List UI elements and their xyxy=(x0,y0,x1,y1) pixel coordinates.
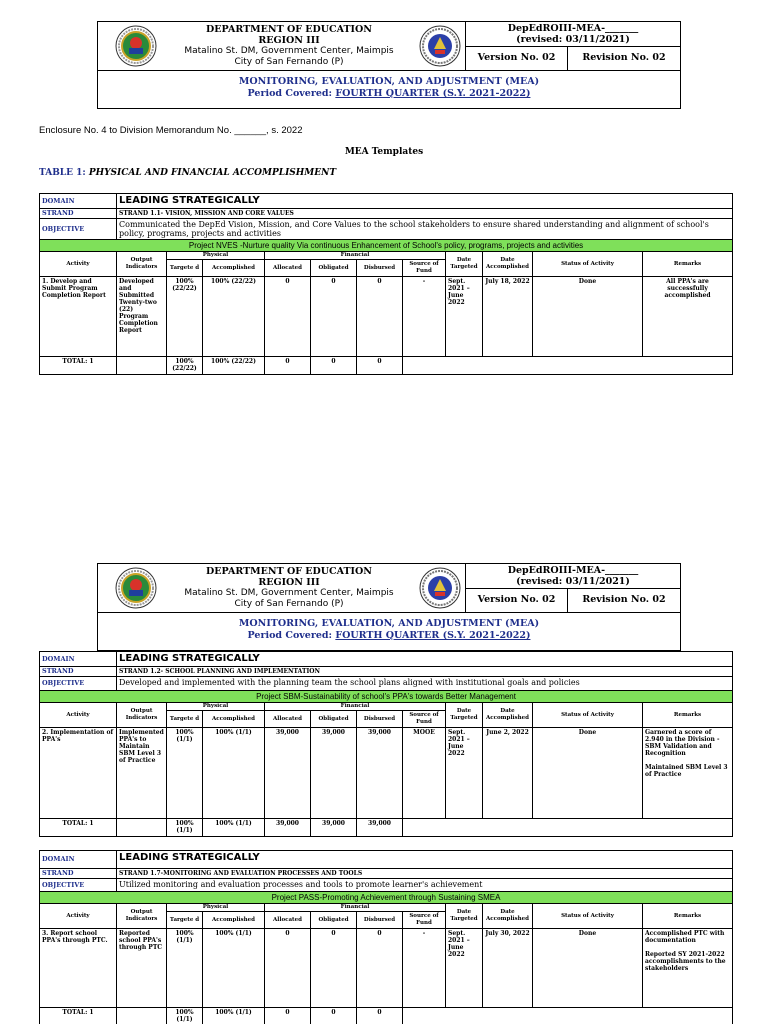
strand-label: STRAND xyxy=(40,869,117,879)
disbursed-cell: 39,000 xyxy=(357,728,403,819)
total-obligated: 0 xyxy=(311,357,357,375)
col-source-of-fund: Source of Fund xyxy=(403,912,446,929)
activity-cell: 3. Report school PPA's through PTC. xyxy=(40,929,117,1008)
col-disbursed: Disbursed xyxy=(357,711,403,728)
period-covered xyxy=(98,630,680,642)
total-label: TOTAL: 1 xyxy=(40,357,117,375)
total-row xyxy=(40,819,733,837)
col-disbursed: Disbursed xyxy=(357,260,403,277)
col-remarks: Remarks xyxy=(643,252,733,277)
accomplishment-table-2 xyxy=(39,651,733,837)
revision-number: Revision No. 02 xyxy=(582,52,666,63)
document-header xyxy=(97,21,681,109)
status-cell: Done xyxy=(533,728,643,819)
disbursed-cell: 0 xyxy=(357,929,403,1008)
table-row xyxy=(40,929,733,1008)
table-subtitle: PHYSICAL AND FINANCIAL ACCOMPLISHMENT xyxy=(88,168,337,178)
mea-title: MONITORING, EVALUATION, AND ADJUSTMENT (MEA) xyxy=(238,618,540,629)
mea-title: MONITORING, EVALUATION, AND ADJUSTMENT (MEA) xyxy=(238,76,540,87)
col-financial: Financial xyxy=(265,703,446,711)
col-source-of-fund: Source of Fund xyxy=(403,260,446,277)
accomplishment-table-1 xyxy=(39,193,733,375)
col-physical: Physical xyxy=(167,904,265,912)
col-financial: Financial xyxy=(265,252,446,260)
document-code xyxy=(466,564,680,589)
total-label: TOTAL: 1 xyxy=(40,1008,117,1024)
total-targeted: 100% (1/1) xyxy=(167,819,203,837)
col-activity: Activity xyxy=(40,252,117,277)
targeted-cell: 100% (1/1) xyxy=(167,929,203,1008)
project-title: Project NVES -Nurture quality Via continuous Enhancement of School's policy, programs, projects and activities xyxy=(40,240,733,252)
col-activity: Activity xyxy=(40,703,117,728)
col-date-targeted: Date Targeted xyxy=(446,904,483,929)
col-output-indicators: Output Indicators xyxy=(117,703,167,728)
obligated-cell: 39,000 xyxy=(311,728,357,819)
col-source-of-fund: Source of Fund xyxy=(403,711,446,728)
total-allocated: 39,000 xyxy=(265,819,311,837)
objective-value: Communicated the DepEd Vision, Mission, and Core Values to the school stakeholders to ensure shared understanding and alignment of school's policy, programs, projects and activities xyxy=(117,219,733,240)
activity-cell: 1. Develop and Submit Program Completion Report xyxy=(40,277,117,357)
department-name: DEPARTMENT OF EDUCATION xyxy=(206,566,372,577)
date-targeted-cell: Sept. 2021 – June 2022 xyxy=(446,277,483,357)
domain-label: DOMAIN xyxy=(40,851,117,869)
status-cell: Done xyxy=(533,929,643,1008)
table-row xyxy=(40,728,733,819)
total-output-cell xyxy=(117,357,167,375)
address-line-2: City of San Fernando (P) xyxy=(234,57,344,67)
deped-region-seal-logo xyxy=(419,25,461,67)
date-targeted-cell: Sept. 2021 – June 2022 xyxy=(446,728,483,819)
domain-value: LEADING STRATEGICALLY xyxy=(117,194,733,209)
col-date-accomplished: Date Accomplished xyxy=(483,904,533,929)
domain-value: LEADING STRATEGICALLY xyxy=(117,652,733,667)
col-date-targeted: Date Targeted xyxy=(446,703,483,728)
total-obligated: 0 xyxy=(311,1008,357,1024)
total-accomplished: 100% (22/22) xyxy=(203,357,265,375)
source-cell: MOOE xyxy=(403,728,446,819)
date-accomplished-cell: June 2, 2022 xyxy=(483,728,533,819)
status-cell: Done xyxy=(533,277,643,357)
total-targeted: 100% (22/22) xyxy=(167,357,203,375)
col-accomplished: Accomplished xyxy=(203,711,265,728)
deped-seal-logo xyxy=(115,567,157,609)
col-obligated: Obligated xyxy=(311,260,357,277)
strand-value: STRAND 1.7-MONITORING AND EVALUATION PROCESSES AND TOOLS xyxy=(117,869,733,879)
total-allocated: 0 xyxy=(265,1008,311,1024)
total-row xyxy=(40,1008,733,1024)
total-empty-cell xyxy=(403,357,733,375)
col-remarks: Remarks xyxy=(643,703,733,728)
col-obligated: Obligated xyxy=(311,711,357,728)
output-cell: Developed and Submitted Twenty-two (22) Program Completion Report xyxy=(117,277,167,357)
total-disbursed: 0 xyxy=(357,357,403,375)
targeted-cell: 100% (22/22) xyxy=(167,277,203,357)
col-status: Status of Activity xyxy=(533,252,643,277)
strand-value: STRAND 1.2- SCHOOL PLANNING AND IMPLEMENTATION xyxy=(117,667,733,677)
table-row xyxy=(40,277,733,357)
total-accomplished: 100% (1/1) xyxy=(203,819,265,837)
deped-region-seal-logo xyxy=(419,567,461,609)
col-targeted: Targete d xyxy=(167,912,203,929)
objective-label: OBJECTIVE xyxy=(40,879,117,892)
doc-code-text: DepEdROIII-MEA-_______ xyxy=(507,23,639,34)
col-obligated: Obligated xyxy=(311,912,357,929)
total-empty-cell xyxy=(403,819,733,837)
region-name: REGION III xyxy=(258,577,320,588)
allocated-cell: 0 xyxy=(265,277,311,357)
header-title xyxy=(158,566,420,610)
activity-cell: 2. Implementation of PPA's xyxy=(40,728,117,819)
version-number: Version No. 02 xyxy=(466,589,568,612)
address-line-1: Matalino St. DM, Government Center, Maimpis xyxy=(184,588,394,598)
domain-label: DOMAIN xyxy=(40,194,117,209)
col-financial: Financial xyxy=(265,904,446,912)
total-row xyxy=(40,357,733,375)
col-date-targeted: Date Targeted xyxy=(446,252,483,277)
obligated-cell: 0 xyxy=(311,277,357,357)
table-title xyxy=(39,168,336,178)
total-obligated: 39,000 xyxy=(311,819,357,837)
output-cell: Reported school PPA's through PTC xyxy=(117,929,167,1008)
revision-number: Revision No. 02 xyxy=(582,594,666,605)
source-cell: - xyxy=(403,277,446,357)
strand-value: STRAND 1.1- VISION, MISSION AND CORE VALUES xyxy=(117,209,733,219)
col-allocated: Allocated xyxy=(265,912,311,929)
objective-value: Utilized monitoring and evaluation processes and tools to promote learner's achievement xyxy=(117,879,733,892)
obligated-cell: 0 xyxy=(311,929,357,1008)
project-title: Project PASS-Promoting Achievement through Sustaining SMEA xyxy=(40,892,733,904)
doc-code-text: DepEdROIII-MEA-_______ xyxy=(507,565,639,576)
total-disbursed: 0 xyxy=(357,1008,403,1024)
period-value: FOURTH QUARTER (S.Y. 2021-2022) xyxy=(335,88,531,99)
address-line-1: Matalino St. DM, Government Center, Maimpis xyxy=(184,46,394,56)
objective-label: OBJECTIVE xyxy=(40,677,117,691)
source-cell: - xyxy=(403,929,446,1008)
allocated-cell: 0 xyxy=(265,929,311,1008)
domain-value: LEADING STRATEGICALLY xyxy=(117,851,733,869)
revised-date: (revised: 03/11/2021) xyxy=(516,34,630,45)
col-accomplished: Accomplished xyxy=(203,912,265,929)
accomplished-cell: 100% (22/22) xyxy=(203,277,265,357)
accomplished-cell: 100% (1/1) xyxy=(203,929,265,1008)
col-date-accomplished: Date Accomplished xyxy=(483,252,533,277)
strand-label: STRAND xyxy=(40,667,117,677)
total-accomplished: 100% (1/1) xyxy=(203,1008,265,1024)
total-allocated: 0 xyxy=(265,357,311,375)
total-output-cell xyxy=(117,819,167,837)
document-code xyxy=(466,22,680,47)
col-physical: Physical xyxy=(167,252,265,260)
header-title xyxy=(158,24,420,68)
domain-label: DOMAIN xyxy=(40,652,117,667)
period-value: FOURTH QUARTER (S.Y. 2021-2022) xyxy=(335,630,531,641)
col-targeted: Targete d xyxy=(167,711,203,728)
col-allocated: Allocated xyxy=(265,260,311,277)
period-label: Period Covered: xyxy=(247,630,336,641)
period-covered xyxy=(98,88,680,100)
output-cell: Implemented PPA's to Maintain SBM Level 3 of Practice xyxy=(117,728,167,819)
date-accomplished-cell: July 18, 2022 xyxy=(483,277,533,357)
region-name: REGION III xyxy=(258,35,320,46)
strand-label: STRAND xyxy=(40,209,117,219)
deped-seal-logo xyxy=(115,25,157,67)
col-disbursed: Disbursed xyxy=(357,912,403,929)
accomplished-cell: 100% (1/1) xyxy=(203,728,265,819)
col-status: Status of Activity xyxy=(533,703,643,728)
remarks-cell: Garnered a score of 2.940 in the Division -SBM Validation and Recognition Maintained SBM Level 3 of Practice xyxy=(643,728,733,819)
date-accomplished-cell: July 30, 2022 xyxy=(483,929,533,1008)
targeted-cell: 100% (1/1) xyxy=(167,728,203,819)
date-targeted-cell: Sept. 2021 – June 2022 xyxy=(446,929,483,1008)
total-targeted: 100% (1/1) xyxy=(167,1008,203,1024)
allocated-cell: 39,000 xyxy=(265,728,311,819)
remarks-cell: All PPA's are successfully accomplished xyxy=(643,277,733,357)
period-label: Period Covered: xyxy=(247,88,336,99)
department-name: DEPARTMENT OF EDUCATION xyxy=(206,24,372,35)
total-empty-cell xyxy=(403,1008,733,1024)
col-remarks: Remarks xyxy=(643,904,733,929)
col-status: Status of Activity xyxy=(533,904,643,929)
enclosure-line: Enclosure No. 4 to Division Memorandum No. ______, s. 2022 xyxy=(39,125,303,136)
total-disbursed: 39,000 xyxy=(357,819,403,837)
table-label: TABLE 1: xyxy=(39,168,86,178)
col-output-indicators: Output Indicators xyxy=(117,252,167,277)
col-activity: Activity xyxy=(40,904,117,929)
mea-title-block xyxy=(98,613,680,650)
total-label: TOTAL: 1 xyxy=(40,819,117,837)
disbursed-cell: 0 xyxy=(357,277,403,357)
col-targeted: Targete d xyxy=(167,260,203,277)
remarks-cell: Accomplished PTC with documentation Reported SY 2021-2022 accomplishments to the stakeholders xyxy=(643,929,733,1008)
objective-label: OBJECTIVE xyxy=(40,219,117,240)
col-date-accomplished: Date Accomplished xyxy=(483,703,533,728)
document-header-2 xyxy=(97,563,681,651)
accomplishment-table-3 xyxy=(39,850,733,1024)
col-physical: Physical xyxy=(167,703,265,711)
templates-title: MEA Templates xyxy=(344,147,424,157)
total-output-cell xyxy=(117,1008,167,1024)
mea-title-block xyxy=(98,71,680,108)
revised-date: (revised: 03/11/2021) xyxy=(516,576,630,587)
address-line-2: City of San Fernando (P) xyxy=(234,599,344,609)
version-number: Version No. 02 xyxy=(466,47,568,70)
col-allocated: Allocated xyxy=(265,711,311,728)
objective-value: Developed and implemented with the planning team the school plans aligned with institutional goals and policies xyxy=(117,677,733,691)
project-title: Project SBM-Sustainability of school's PPA's towards Better Management xyxy=(40,691,733,703)
col-output-indicators: Output Indicators xyxy=(117,904,167,929)
col-accomplished: Accomplished xyxy=(203,260,265,277)
